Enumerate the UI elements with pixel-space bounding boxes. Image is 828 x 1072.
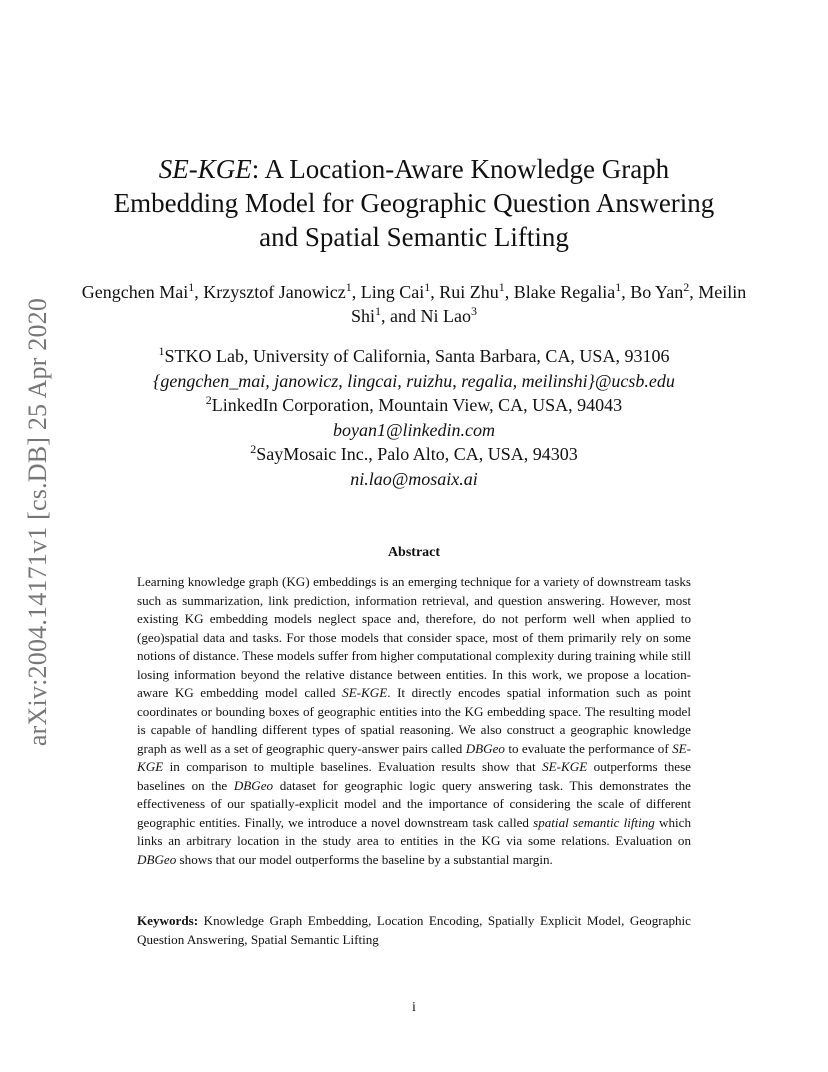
paper-title [60, 152, 768, 254]
author: Krzysztof Janowicz$^1$ [203, 280, 352, 302]
abstract-text-run: to evaluate the performance of [504, 740, 673, 756]
arxiv-sidebar-stamp [18, 282, 58, 762]
abstract-italic-term: SE-KGE [137, 740, 692, 774]
author: Blake Regalia$^1$ [513, 280, 622, 302]
abstract-text-run: Learning knowledge graph (KG) embeddings is an emerging technique for a variety of downstream tasks such as summarization, link prediction, information retrieval, and question answering. However, most existing KG embedding models neglect space and, therefore, do not perform well when applied to (geo)spatial data and tasks. For those models that consider space, most of them primarily rely on some notions of distance. These models suffer from higher computational complexity during training while still losing information beyond the relative distance between entities. In this work, we propose a location-aware KG embedding model called [137, 574, 691, 700]
abstract-text-run: which links an arbitrary location in the study area to entities in the KG via some relations. Evaluation on [137, 814, 691, 848]
abstract-italic-term: SE-KGE [342, 685, 388, 700]
affiliation-list [70, 344, 758, 491]
arxiv-id-text: arXiv:2004.14171v1 [cs.DB] 25 Apr 2020 [23, 297, 52, 747]
abstract-italic-term: DBGeo [233, 777, 274, 793]
abstract-italic-term: DBGeo [465, 740, 505, 756]
author-list: Gengchen Mai$^1$, Krzysztof Janowicz$^1$, Ling Cai$^1$, Rui Zhu$^1$, Blake Regalia$^1$, Bo Yan$^2$, Meilin Shi$^1$, and Ni Lao$^3$ [81, 280, 747, 326]
title-line-3: and Spatial Semantic Lifting [259, 222, 569, 252]
abstract-text-run: . It directly encodes spatial information such as point coordinates or bounding boxes of geographic entities into the KG embedding space. The resulting model is capable of handling different types of spatial reasoning. We also construct a geographic knowledge graph as well as a set of geographic query-answer pairs called [137, 685, 691, 756]
affiliation-email: boyan1@linkedin.com [332, 419, 496, 440]
author: Meilin Shi$^1$ [351, 282, 747, 326]
author: Ling Cai$^1$ [360, 280, 431, 302]
abstract-text-run: in comparison to multiple baselines. Evaluation results show that [163, 759, 543, 774]
affiliation: $^2$LinkedIn Corporation, Mountain View, CA, USA, 94043 [205, 393, 623, 415]
affiliation-email: {gengchen_mai, janowicz, lingcai, ruizhu, regalia, meilinshi}@ucsb.edu [153, 370, 675, 391]
affiliation-email: ni.lao@mosaix.ai [350, 468, 478, 489]
keywords-label: Keywords: [137, 913, 199, 928]
affiliation: $^1$STKO Lab, University of California, Santa Barbara, CA, USA, 93106 [158, 344, 670, 366]
abstract-italic-term: spatial semantic lifting [533, 814, 655, 830]
abstract-text-run: dataset for geographic logic query answering task. This demonstrates the effectiveness of our spatially-explicit model and the importance of considering the scale of different geographic entities. Finally, we introduce a novel downstream task called [137, 777, 691, 830]
title-line-1-rest: : A Location-Aware Knowledge Graph [251, 154, 670, 184]
author: Bo Yan$^2$ [630, 280, 690, 302]
abstract-text-run: outperforms these baselines on the [137, 759, 691, 793]
affiliation: $^2$SayMosaic Inc., Palo Alto, CA, USA, 94303 [250, 442, 578, 464]
abstract-body [137, 573, 691, 869]
abstract-italic-term: DBGeo [137, 851, 177, 867]
page-number: i [412, 1000, 416, 1015]
author: Ni Lao$^3$ [420, 304, 477, 326]
abstract-text-run: shows that our model outperforms the baseline by a substantial margin. [176, 851, 553, 867]
author: Gengchen Mai$^1$ [81, 280, 195, 302]
author: Rui Zhu$^1$ [439, 280, 505, 302]
keywords-text: Knowledge Graph Embedding, Location Encoding, Spatially Explicit Model, Geographic Question Answering, Spatial Semantic Lifting [137, 913, 691, 947]
title-line-1 [60, 152, 768, 186]
title-line-2: Embedding Model for Geographic Question Answering [113, 188, 715, 218]
title-italic-acronym: SE-KGE [158, 154, 252, 184]
abstract-italic-term: SE-KGE [542, 759, 588, 774]
keywords-section [137, 912, 691, 949]
abstract-paragraph [137, 573, 691, 869]
abstract-heading: Abstract [387, 545, 441, 560]
